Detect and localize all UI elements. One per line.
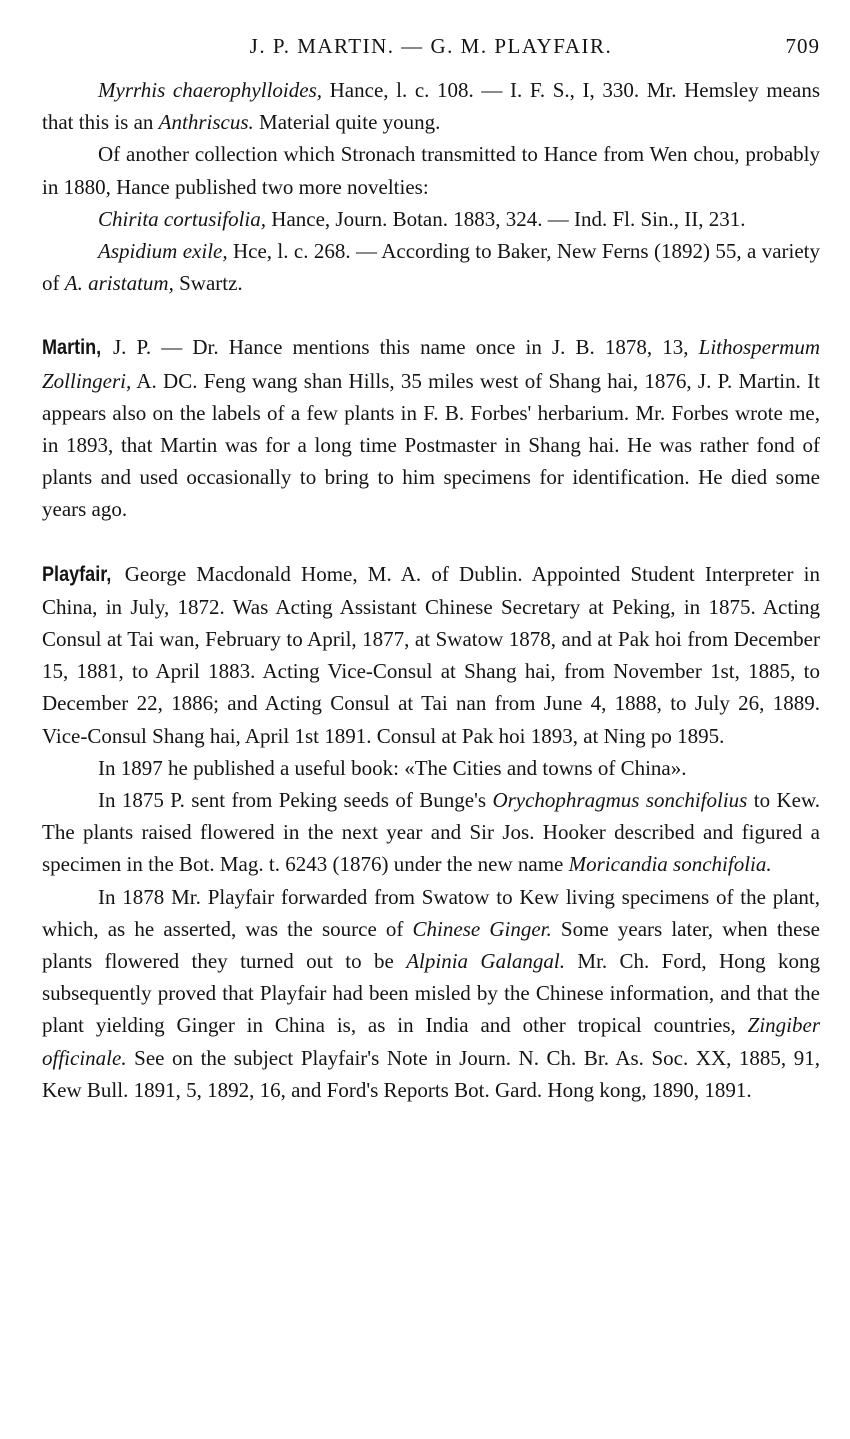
- species-name: Moricandia sonchifolia.: [568, 852, 772, 877]
- paragraph-playfair: Playfair, George Macdonald Home, M. A. of Dublin. Appointed Student Interpreter in China, in July, 1872. Was Acting Assistant Chinese Secretary at Peking, in 1875. Acting Consul at Tai wan, February to April, 1877, at Swatow 1878, and at Pak hoi from December 15, 1881, to April 1883. Acting Vice-Consul at Shang hai, from November 1st, 1885, to December 22, 1886; and Acting Consul at Tai nan from June 4, 1888, to July 26, 1889. Vice-Consul Shang hai, April 1st 1891. Consul at Pak hoi 1893, at Ning po 1895.: [42, 558, 820, 752]
- page-number: 709: [785, 34, 820, 58]
- paragraph-martin: Martin, J. P. — Dr. Hance mentions this name once in J. B. 1878, 13, Lithospermum Zollingeri, A. DC. Feng wang shan Hills, 35 miles west of Shang hai, 1876, J. P. Martin. It appears also on the labels of a few plants in F. B. Forbes' herbarium. Mr. Forbes wrote me, in 1893, that Martin was for a long time Postmaster in Shang hai. He was rather fond of plants and used occasionally to bring to him specimens for identification. He died some years ago.: [42, 331, 820, 525]
- running-header: [42, 34, 820, 74]
- paragraph-chirita: Chirita cortusifolia, Hance, Journ. Botan. 1883, 324. — Ind. Fl. Sin., II, 231.: [98, 206, 746, 231]
- species-name: Chirita cortusifolia,: [98, 206, 267, 231]
- plant-name: Chinese Ginger.: [412, 916, 552, 941]
- paragraph-myrrhis: Myrrhis chaerophylloides, Hance, l. c. 108. — I. F. S., I, 330. Mr. Hemsley means that this is an Anthriscus. Material quite young.: [42, 78, 821, 135]
- paragraph-seeds: In 1875 P. sent from Peking seeds of Bunge's Orychophragmus sonchifolius to Kew. The plants raised flowered in the next year and Sir Jos. Hooker described and figured a specimen in the Bot. Mag. t. 6243 (1876) under the new name Moricandia sonchifolia.: [42, 788, 821, 877]
- paragraph-book: In 1897 he published a useful book: «The Cities and towns of China».: [98, 755, 687, 780]
- species-name: Lithospermum Zollingeri,: [42, 335, 820, 393]
- martin-entry: [42, 331, 820, 525]
- genus-name: Anthriscus.: [158, 110, 254, 135]
- paragraph-collection: Of another collection which Stronach transmitted to Hance from Wen chou, probably in 1880, Hance published two more novelties:: [42, 142, 820, 199]
- species-name: Zingiber officinale.: [42, 1013, 820, 1070]
- species-name: Orychophragmus sonchifolius: [492, 788, 748, 813]
- stronach-section: [42, 74, 820, 299]
- species-name: A. aristatum,: [64, 271, 174, 296]
- species-name: Myrrhis chaerophylloides,: [98, 78, 323, 102]
- entry-name-playfair: Playfair,: [42, 562, 112, 586]
- header-title: J. P. MARTIN. — G. M. PLAYFAIR.: [249, 34, 613, 58]
- paragraph-aspidium: Aspidium exile, Hce, l. c. 268. — According to Baker, New Ferns (1892) 55, a variety of A. aristatum, Swartz.: [42, 239, 820, 296]
- book-page: [42, 34, 820, 1106]
- entry-name-martin: Martin,: [42, 336, 102, 360]
- species-name: Aspidium exile,: [98, 239, 228, 264]
- paragraph-ginger: In 1878 Mr. Playfair forwarded from Swatow to Kew living specimens of the plant, which, as he asserted, was the source of Chinese Ginger. Some years later, when these plants flowered they turned out to be Alpinia Galangal. Mr. Ch. Ford, Hong kong subsequently proved that Playfair had been misled by the Chinese information, and that the plant yielding Ginger in China is, as in India and other tropical countries, Zingiber officinale. See on the subject Playfair's Note in Journ. N. Ch. Br. As. Soc. XX, 1885, 91, Kew Bull. 1891, 5, 1892, 16, and Ford's Reports Bot. Gard. Hong kong, 1890, 1891.: [42, 884, 820, 1102]
- playfair-entry: [42, 558, 820, 1106]
- species-name: Alpinia Galangal.: [406, 949, 566, 974]
